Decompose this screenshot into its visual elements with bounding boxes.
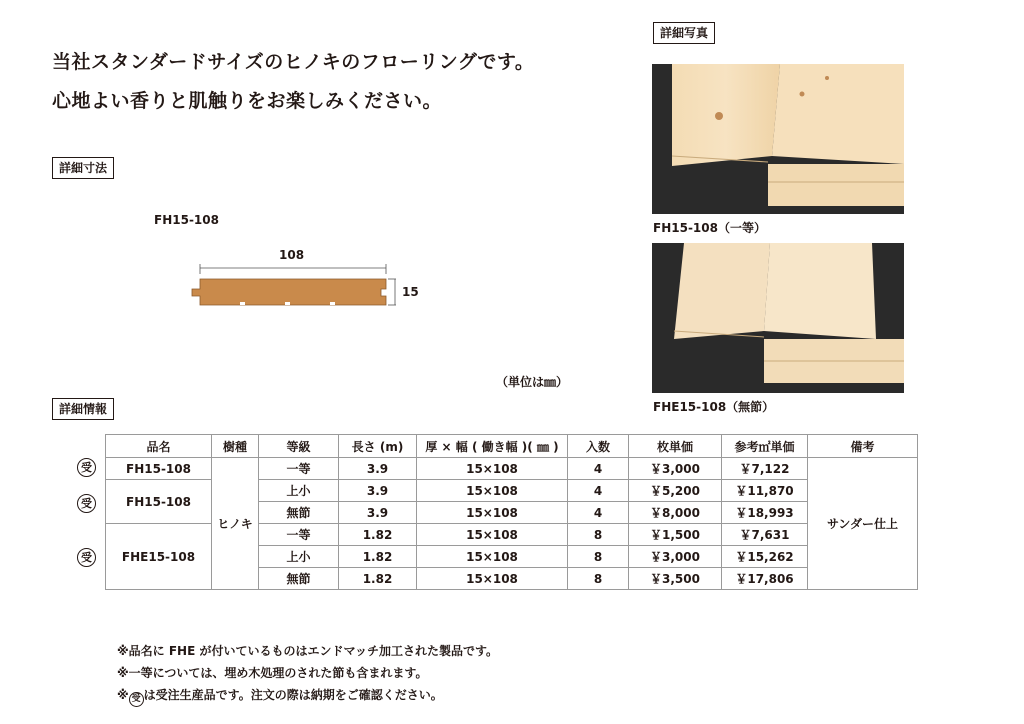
price-cell: ￥5,200 bbox=[629, 480, 722, 502]
size-cell: 15×108 bbox=[417, 480, 568, 502]
qty-cell: 8 bbox=[568, 546, 629, 568]
length-cell: 3.9 bbox=[339, 458, 417, 480]
photo-caption-2: FHE15-108（無節） bbox=[653, 400, 775, 414]
header-grade: 等級 bbox=[259, 435, 339, 458]
diagram-width-label: 108 bbox=[279, 248, 305, 262]
size-cell: 15×108 bbox=[417, 524, 568, 546]
made-to-order-mark: 受 bbox=[77, 494, 96, 513]
product-photo-fh15-108 bbox=[652, 64, 904, 214]
grade-cell: 無節 bbox=[259, 502, 339, 524]
sqm-price-cell: ￥11,870 bbox=[722, 480, 808, 502]
length-cell: 3.9 bbox=[339, 502, 417, 524]
grade-cell: 一等 bbox=[259, 524, 339, 546]
length-cell: 1.82 bbox=[339, 524, 417, 546]
diagram-thickness-label: 15 bbox=[402, 285, 419, 299]
header-size: 厚 × 幅 ( 働き幅 )( ㎜ ) bbox=[417, 435, 568, 458]
size-cell: 15×108 bbox=[417, 546, 568, 568]
price-cell: ￥3,000 bbox=[629, 546, 722, 568]
sqm-price-cell: ￥7,631 bbox=[722, 524, 808, 546]
length-cell: 3.9 bbox=[339, 480, 417, 502]
header-remarks: 備考 bbox=[808, 435, 918, 458]
note-prefix: ※ bbox=[117, 688, 129, 702]
header-sqm-price: 参考㎡単価 bbox=[722, 435, 808, 458]
header-length: 長さ (m) bbox=[339, 435, 417, 458]
qty-cell: 8 bbox=[568, 568, 629, 590]
made-to-order-mark: 受 bbox=[129, 692, 144, 707]
made-to-order-mark: 受 bbox=[77, 458, 96, 477]
note-made-to-order bbox=[117, 686, 443, 707]
header-product: 品名 bbox=[106, 435, 212, 458]
spec-table bbox=[105, 434, 918, 590]
species-cell: ヒノキ bbox=[212, 458, 259, 590]
remarks-cell: サンダー仕上 bbox=[808, 458, 918, 590]
price-cell: ￥3,000 bbox=[629, 458, 722, 480]
length-cell: 1.82 bbox=[339, 568, 417, 590]
header-qty: 入数 bbox=[568, 435, 629, 458]
unit-note: （単位は㎜） bbox=[496, 375, 569, 389]
intro-line-2: 心地よい香りと肌触りをお楽しみください。 bbox=[52, 90, 443, 112]
price-cell: ￥8,000 bbox=[629, 502, 722, 524]
size-cell: 15×108 bbox=[417, 458, 568, 480]
table-row bbox=[106, 458, 918, 480]
header-unit-price: 枚単価 bbox=[629, 435, 722, 458]
grade-cell: 上小 bbox=[259, 480, 339, 502]
qty-cell: 4 bbox=[568, 480, 629, 502]
size-cell: 15×108 bbox=[417, 568, 568, 590]
note-endmatch: ※品名に FHE が付いているものはエンドマッチ加工された製品です。 bbox=[117, 644, 499, 658]
qty-cell: 4 bbox=[568, 458, 629, 480]
product-name: FH15-108 bbox=[106, 458, 212, 480]
board-cross-section bbox=[192, 279, 386, 305]
info-section-label: 詳細情報 bbox=[52, 398, 114, 420]
qty-cell: 4 bbox=[568, 502, 629, 524]
product-name: FH15-108 bbox=[106, 480, 212, 524]
product-name: FHE15-108 bbox=[106, 524, 212, 590]
photo-caption-1: FH15-108（一等） bbox=[653, 221, 766, 235]
grade-cell: 一等 bbox=[259, 458, 339, 480]
sqm-price-cell: ￥18,993 bbox=[722, 502, 808, 524]
photos-section-label: 詳細写真 bbox=[653, 22, 715, 44]
flooring-profile-diagram bbox=[185, 258, 400, 310]
size-cell: 15×108 bbox=[417, 502, 568, 524]
sqm-price-cell: ￥7,122 bbox=[722, 458, 808, 480]
diagram-model-label: FH15-108 bbox=[154, 213, 219, 227]
dimensions-section-label: 詳細寸法 bbox=[52, 157, 114, 179]
intro-line-1: 当社スタンダードサイズのヒノキのフローリングです。 bbox=[52, 51, 535, 73]
note-first-grade: ※一等については、埋め木処理のされた節も含まれます。 bbox=[117, 666, 428, 680]
header-species: 樹種 bbox=[212, 435, 259, 458]
made-to-order-mark: 受 bbox=[77, 548, 96, 567]
price-cell: ￥1,500 bbox=[629, 524, 722, 546]
note-text: は受注生産品です。注文の際は納期をご確認ください。 bbox=[143, 688, 443, 702]
length-cell: 1.82 bbox=[339, 546, 417, 568]
table-header-row bbox=[106, 435, 918, 458]
grade-cell: 無節 bbox=[259, 568, 339, 590]
price-cell: ￥3,500 bbox=[629, 568, 722, 590]
product-photo-fhe15-108 bbox=[652, 243, 904, 393]
grade-cell: 上小 bbox=[259, 546, 339, 568]
sqm-price-cell: ￥17,806 bbox=[722, 568, 808, 590]
qty-cell: 8 bbox=[568, 524, 629, 546]
sqm-price-cell: ￥15,262 bbox=[722, 546, 808, 568]
